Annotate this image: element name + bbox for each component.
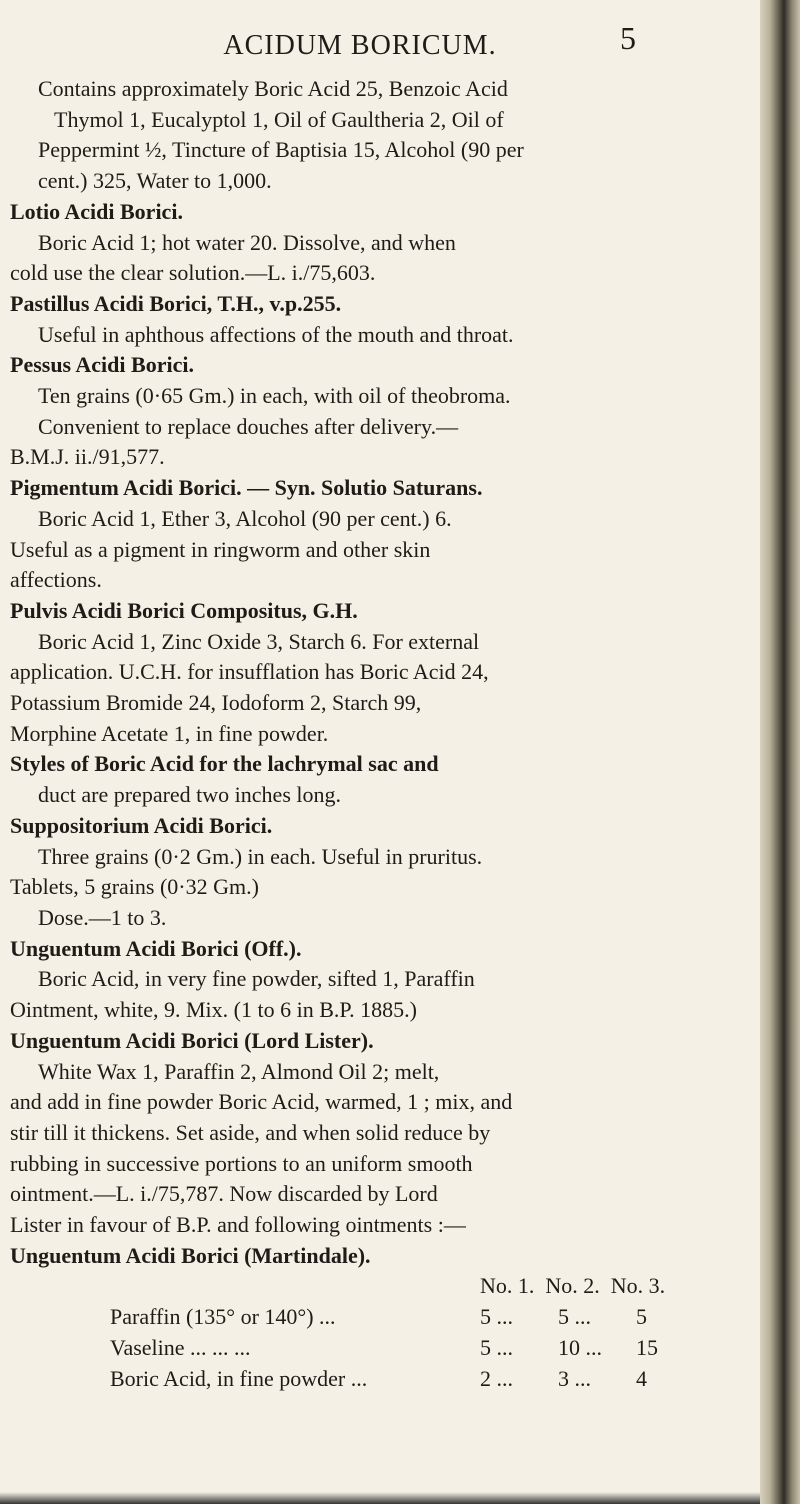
table-row-label: Boric Acid, in fine powder ...: [110, 1365, 368, 1391]
running-head: ACIDUM BORICUM.: [223, 30, 497, 61]
text-line: B.M.J. ii./91,577.: [10, 444, 165, 470]
text-line: Boric Acid 1; hot water 20. Dissolve, and when: [38, 229, 456, 255]
table-cell: 2 ...: [480, 1365, 513, 1391]
entry-heading: Pastillus Acidi Borici, T.H., v.p.255.: [10, 290, 342, 316]
table-header: [10, 1271, 750, 1302]
text-line: White Wax 1, Paraffin 2, Almond Oil 2; melt,: [38, 1058, 440, 1084]
text-line: rubbing in successive portions to an uniform smooth: [10, 1150, 473, 1176]
text-line: Lister in favour of B.P. and following ointments :—: [10, 1212, 466, 1238]
text-line: cent.) 325, Water to 1,000.: [38, 168, 272, 194]
text-line: Potassium Bromide 24, Iodoform 2, Starch 99,: [10, 690, 422, 716]
entry-heading: Pigmentum Acidi Borici. — Syn. Solutio Saturans.: [10, 475, 483, 501]
table-row: [10, 1302, 750, 1333]
text-line: Boric Acid, in very fine powder, sifted 1, Paraffin: [38, 966, 475, 992]
text-line: Useful as a pigment in ringworm and other skin: [10, 536, 431, 562]
page-number: 5: [620, 20, 636, 56]
table-col-header: No. 1.: [480, 1273, 535, 1299]
text-line: ointment.—L. i./75,787. Now discarded by Lord: [10, 1181, 438, 1207]
text-line: Boric Acid 1, Ether 3, Alcohol (90 per cent.) 6.: [38, 505, 452, 531]
text-line: duct are prepared two inches long.: [38, 782, 341, 808]
text-line: Contains approximately Boric Acid 25, Benzoic Acid: [38, 76, 508, 101]
table-row-label: Vaseline ... ... ...: [110, 1334, 251, 1360]
table-cell: 5: [636, 1304, 647, 1330]
entry-heading: Lotio Acidi Borici.: [10, 198, 183, 224]
text-line: Morphine Acetate 1, in fine powder.: [10, 720, 329, 746]
entry-heading: Unguentum Acidi Borici (Off.).: [10, 935, 302, 961]
body-text: [10, 74, 750, 1394]
entry-heading: Unguentum Acidi Borici (Martindale).: [10, 1242, 371, 1268]
text-lines: [10, 74, 750, 1271]
table-row: [10, 1333, 750, 1364]
entry-heading: Pessus Acidi Borici.: [10, 352, 194, 378]
table-col-header: No. 2.: [545, 1273, 600, 1299]
text-line: stir till it thickens. Set aside, and when solid reduce by: [10, 1119, 491, 1145]
text-line: Thymol 1, Eucalyptol 1, Oil of Gaultheria 2, Oil of: [54, 106, 504, 132]
table-cell: 15: [636, 1334, 658, 1360]
table-cell: 5 ...: [480, 1334, 513, 1360]
page-bottom-shadow: [0, 1492, 760, 1504]
table-cell: 5 ...: [480, 1304, 513, 1330]
entry-heading: Styles of Boric Acid for the lachrymal sac and: [10, 751, 439, 777]
text-line: Tablets, 5 grains (0·32 Gm.): [10, 874, 259, 900]
table-row-label: Paraffin (135° or 140°) ...: [110, 1304, 336, 1330]
text-line: affections.: [10, 567, 102, 593]
entry-heading: Unguentum Acidi Borici (Lord Lister).: [10, 1027, 374, 1053]
table-cell: 3 ...: [558, 1365, 591, 1391]
table-cell: 4: [636, 1365, 647, 1391]
entry-heading: Suppositorium Acidi Borici.: [10, 812, 273, 838]
text-line: Three grains (0·2 Gm.) in each. Useful in pruritus.: [38, 843, 483, 869]
text-line: Dose.—1 to 3.: [38, 904, 167, 930]
text-line: Ointment, white, 9. Mix. (1 to 6 in B.P. 1885.): [10, 997, 417, 1023]
text-line: application. U.C.H. for insufflation has Boric Acid 24,: [10, 659, 489, 685]
text-line: cold use the clear solution.—L. i./75,603.: [10, 260, 376, 286]
table-col-header: No. 3.: [610, 1273, 666, 1299]
table-row: [10, 1364, 750, 1395]
text-line: Peppermint ½, Tincture of Baptisia 15, Alcohol (90 per: [38, 137, 524, 163]
book-spine: [760, 0, 800, 1504]
text-line: Ten grains (0·65 Gm.) in each, with oil of theobroma.: [38, 383, 511, 409]
text-line: and add in fine powder Boric Acid, warmed, 1 ; mix, and: [10, 1089, 513, 1115]
text-line: Convenient to replace douches after delivery.—: [38, 413, 459, 439]
entry-heading: Pulvis Acidi Borici Compositus, G.H.: [10, 597, 358, 623]
text-line: Useful in aphthous affections of the mouth and throat.: [38, 321, 514, 347]
table-cell: 10 ...: [558, 1334, 602, 1360]
table-cell: 5 ...: [558, 1304, 591, 1330]
text-line: Boric Acid 1, Zinc Oxide 3, Starch 6. For external: [38, 628, 480, 654]
